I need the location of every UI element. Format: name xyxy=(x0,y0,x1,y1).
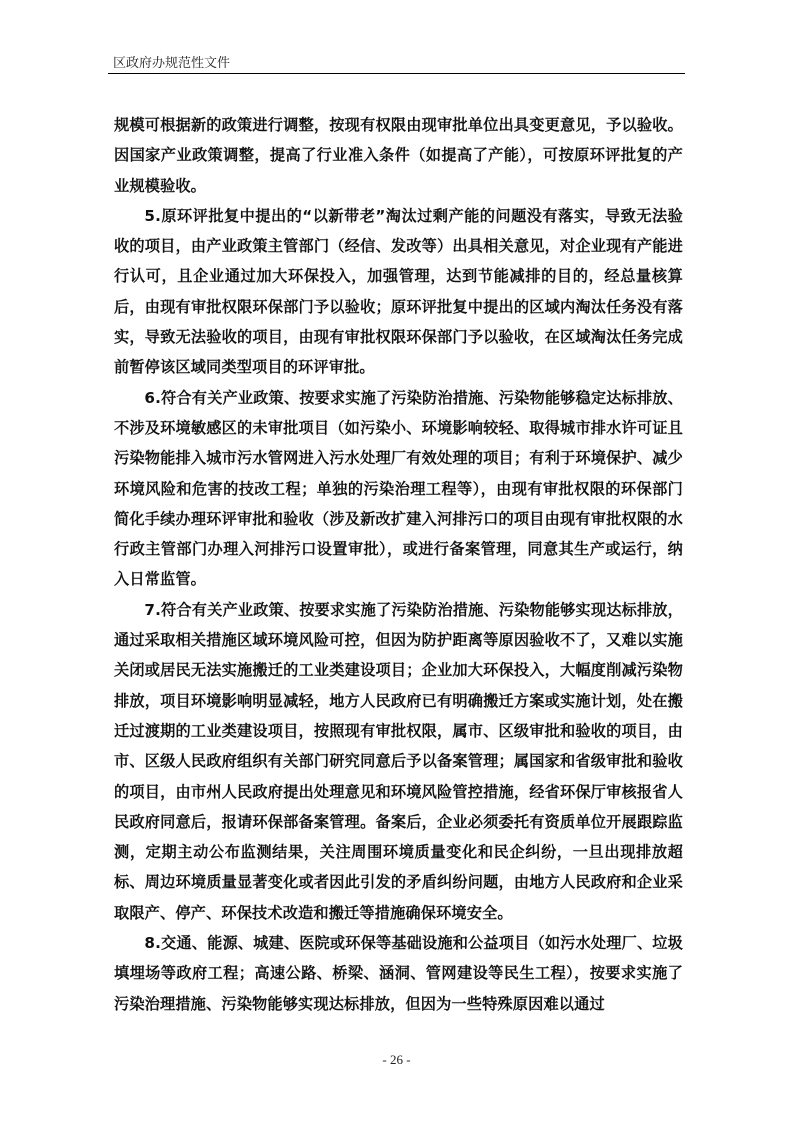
header-rule xyxy=(108,73,685,74)
paragraph-item-5: 5.原环评批复中提出的“以新带老”淘汰过剩产能的问题没有落实，导致无法验收的项目，由产业政策主管部门（经信、发改等）出具相关意见，对企业现有产能进行认可，且企业通过加大环保投入，加强管理，达到节能减排的目的，经总量核算后，由现有审批权限环保部门予以验收；原环评批复中提出的区域内淘汰任务没有落实，导致无法验收的项目，由现有审批权限环保部门予以验收，在区域淘汰任务完成前暂停该区域同类型项目的环评审批。 xyxy=(114,206,683,377)
running-header: 区政府办规范性文件 xyxy=(113,56,231,71)
paragraph-item-7: 7.符合有关产业政策、按要求实施了污染防治措施、污染物能够实现达标排放，通过采取相关措施区域环境风险可控，但因为防护距离等原因验收不了，又难以实施关闭或居民无法实施搬迁的工业类建设项目；企业加大环保投入，大幅度削减污染物排放，项目环境影响明显减轻，地方人民政府已有明确搬迁方案或实施计划，处在搬迁过渡期的工业类建设项目，按照现有审批权限，属市、区级审批和验收的项目，由市、区级人民政府组织有关部门研究同意后予以备案管理；属国家和省级审批和验收的项目，由市州人民政府提出处理意见和环境风险管控措施，经省环保厅审核报省人民政府同意后，报请环保部备案管理。备案后，企业必须委托有资质单位开展跟踪监测，定期主动公布监测结果，关注周围环境质量变化和民企纠纷，一旦出现排放超标、周边环境质量显著变化或者因此引发的矛盾纠纷问题，由地方人民政府和企业采取限产、停产、环保技术改造和搬迁等措施确保环境安全。 xyxy=(114,600,683,922)
page-number: - 26 - xyxy=(382,1052,411,1067)
paragraph-item-8: 8.交通、能源、城建、医院或环保等基础设施和公益项目（如污水处理厂、垃圾填埋场等政府工程；高速公路、桥梁、涵洞、管网建设等民生工程），按要求实施了污染治理措施、污染物能够实现达标排放，但因为一些特殊原因难以通过 xyxy=(114,934,683,1013)
paragraph-item-6: 6.符合有关产业政策、按要求实施了污染防治措施、污染物能够稳定达标排放、不涉及环境敏感区的未审批项目（如污染小、环境影响较轻、取得城市排水许可证且污染物能排入城市污水管网进入污水处理厂有效处理的项目；有利于环境保护、减少环境风险和危害的技改工程；单独的污染治理工程等），由现有审批权限的环保部门简化手续办理环评审批和验收（涉及新改扩建入河排污口的项目由现有审批权限的水行政主管部门办理入河排污口设置审批），或进行备案管理，同意其生产或运行，纳入日常监管。 xyxy=(114,388,683,589)
paragraph-continuation: 规模可根据新的政策进行调整，按现有权限由现审批单位出具变更意见，予以验收。因国家产业政策调整，提高了行业准入条件（如提高了产能），可按原环评批复的产业规模验收。 xyxy=(114,116,683,195)
body-text xyxy=(114,110,683,1019)
